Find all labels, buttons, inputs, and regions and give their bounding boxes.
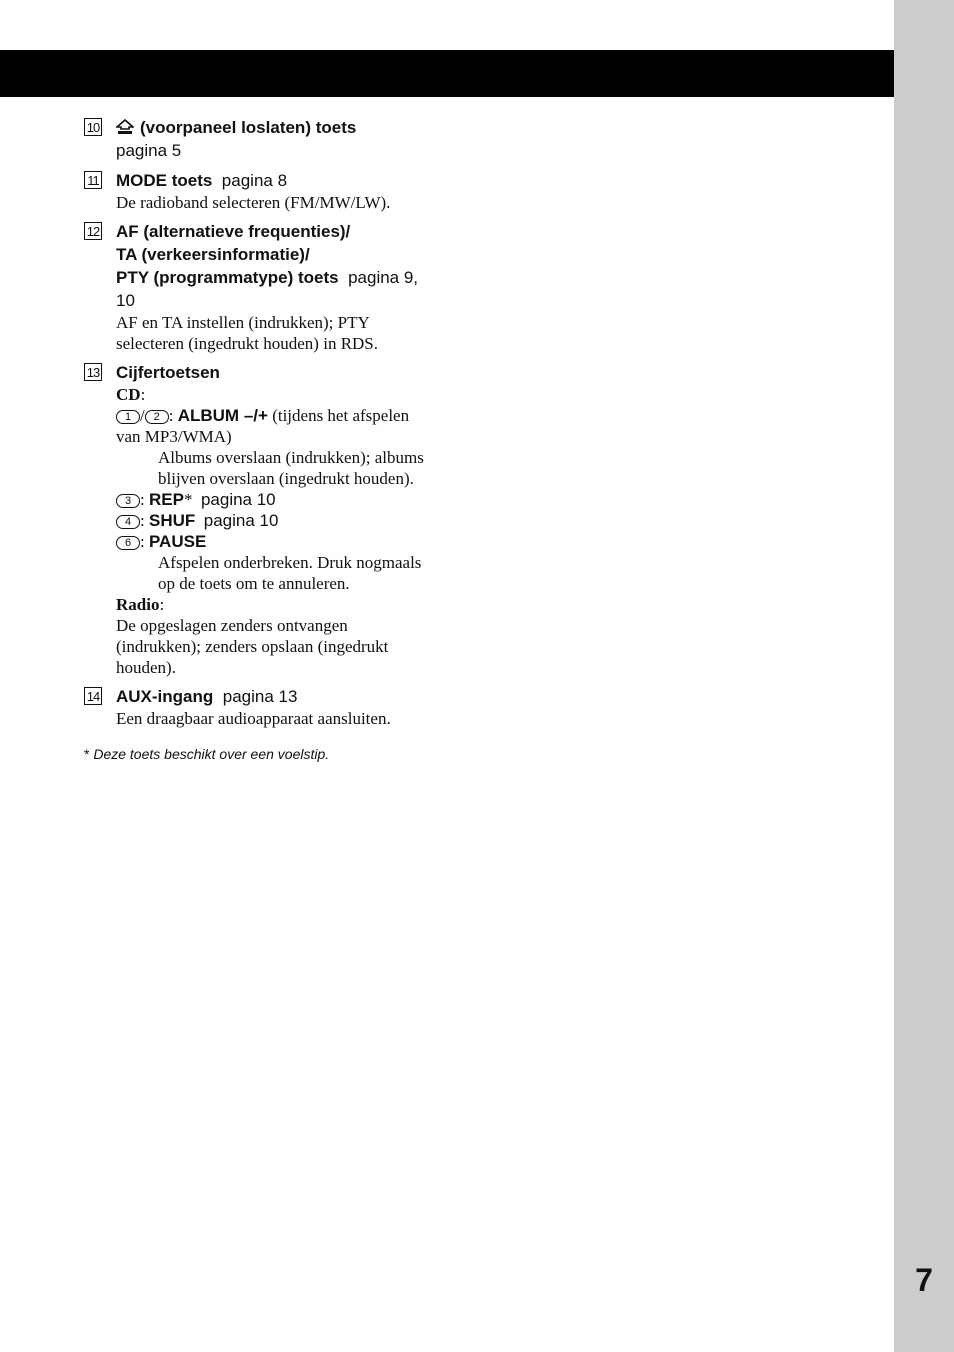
album-label: ALBUM –/+ <box>177 406 268 425</box>
radio-description: De opgeslagen zenders ontvangen <box>116 616 348 635</box>
number-key-4: 4 <box>116 515 140 529</box>
radio-description: (indrukken); zenders opslaan (ingedrukt <box>116 637 389 656</box>
page-ref: pagina 5 <box>116 141 182 160</box>
radio-label: Radio <box>116 595 160 614</box>
page-ref: pagina 9, <box>348 268 419 287</box>
header-band <box>0 50 894 97</box>
item-number: 13 <box>84 363 102 381</box>
side-tab-bar <box>894 0 954 1352</box>
album-note: van MP3/WMA) <box>116 427 232 446</box>
footnote-mark: * <box>84 746 90 762</box>
item-description: De radioband selecteren (FM/MW/LW). <box>116 193 391 212</box>
item-number: 10 <box>84 118 102 136</box>
item-title: MODE toets <box>116 171 213 190</box>
page-ref: pagina 10 <box>200 490 276 509</box>
pause-description: Afspelen onderbreken. Druk nogmaals <box>158 553 422 572</box>
number-key-3: 3 <box>116 494 140 508</box>
item-title-line: AF (alternatieve frequenties)/ <box>116 222 351 241</box>
item-13 <box>84 361 464 678</box>
album-description: Albums overslaan (indrukken); albums <box>158 448 424 467</box>
number-key-2: 2 <box>145 410 169 424</box>
item-14 <box>84 685 464 729</box>
number-key-1: 1 <box>116 410 140 424</box>
pause-description: op de toets om te annuleren. <box>158 574 350 593</box>
page-ref: pagina 8 <box>221 171 288 190</box>
footnote <box>84 746 329 762</box>
footnote-text: Deze toets beschikt over een voelstip. <box>93 746 330 762</box>
button-descriptions <box>84 116 464 736</box>
item-11 <box>84 169 464 213</box>
shuf-label: SHUF <box>148 511 196 530</box>
colon: : <box>140 532 145 551</box>
item-description: Een draagbaar audioapparaat aansluiten. <box>116 709 391 728</box>
colon: : <box>140 511 145 530</box>
number-key-6: 6 <box>116 536 140 550</box>
eject-icon <box>116 119 134 135</box>
page-ref: pagina 10 <box>203 511 279 530</box>
item-title-line: PTY (programmatype) toets <box>116 268 339 287</box>
item-10 <box>84 116 464 162</box>
item-title: AUX-ingang <box>116 687 214 706</box>
rep-label: REP <box>148 490 184 509</box>
item-number: 11 <box>84 171 102 189</box>
colon: : <box>168 406 174 425</box>
album-note: (tijdens het afspelen <box>272 406 410 425</box>
page-number: 7 <box>915 1262 933 1298</box>
album-description: blijven overslaan (ingedrukt houden). <box>158 469 414 488</box>
item-title: (voorpaneel loslaten) toets <box>140 118 357 137</box>
item-title-line: TA (verkeersinformatie)/ <box>116 245 310 264</box>
item-12 <box>84 220 464 354</box>
colon: : <box>140 385 146 404</box>
item-number: 12 <box>84 222 102 240</box>
item-description: AF en TA instellen (indrukken); PTY <box>116 313 370 332</box>
page-ref: pagina 13 <box>222 687 298 706</box>
item-number: 14 <box>84 687 102 705</box>
asterisk: * <box>183 490 193 509</box>
slash: / <box>140 406 145 425</box>
radio-description: houden). <box>116 658 176 677</box>
pause-label: PAUSE <box>148 532 207 551</box>
colon: : <box>159 595 165 614</box>
cd-label: CD <box>116 385 141 404</box>
item-description: selecteren (ingedrukt houden) in RDS. <box>116 334 379 353</box>
item-title: Cijfertoetsen <box>116 363 220 382</box>
page-ref: 10 <box>116 291 135 310</box>
colon: : <box>140 490 145 509</box>
